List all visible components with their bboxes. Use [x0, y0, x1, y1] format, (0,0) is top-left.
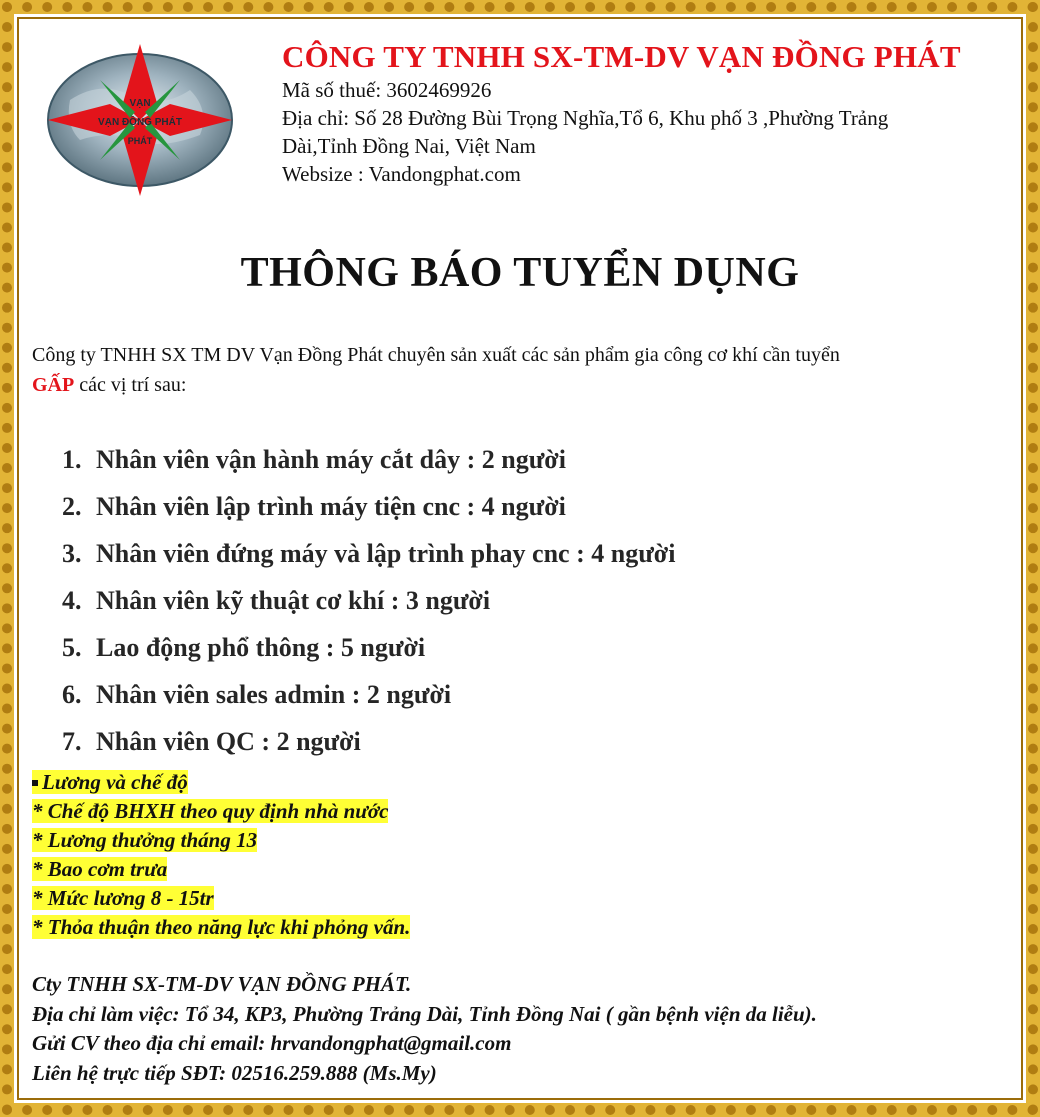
intro-text-after: các vị trí sau:	[74, 374, 187, 396]
position-label: Nhân viên sales admin : 2 người	[96, 680, 452, 709]
position-number: 7.	[62, 727, 82, 756]
position-number: 2.	[62, 492, 82, 521]
phone-line: Liên hệ trực tiếp SĐT: 02516.259.888 (Ms.My)	[32, 1060, 437, 1085]
position-label: Lao động phổ thông : 5 người	[96, 633, 426, 662]
company-address-line-2: Dài,Tỉnh Đồng Nai, Việt Nam	[282, 134, 536, 158]
logo-text-middle: VẠN ĐỒNG PHÁT	[98, 117, 182, 128]
job-position	[62, 530, 982, 577]
work-address: Địa chỉ làm việc: Tổ 34, KP3, Phường Trảng Dài, Tỉnh Đồng Nai ( gần bệnh viện da liễu).	[32, 1001, 817, 1026]
company-info	[282, 38, 1002, 188]
position-number: 5.	[62, 633, 82, 662]
position-label: Nhân viên đứng máy và lập trình phay cnc : 4 người	[96, 539, 676, 568]
benefits-section	[32, 768, 992, 942]
email-line: Gửi CV theo địa chỉ email: hrvandongphat@gmail.com	[32, 1031, 512, 1055]
contact-footer	[32, 970, 1002, 1088]
job-position	[62, 436, 982, 483]
job-position	[62, 718, 982, 765]
job-positions-list	[62, 436, 982, 765]
company-address-line-1: Địa chỉ: Số 28 Đường Bùi Trọng Nghĩa,Tổ 6, Khu phố 3 ,Phường Trảng	[282, 106, 889, 130]
job-position	[62, 624, 982, 671]
benefit-item	[32, 826, 992, 855]
benefit-text: * Mức lương 8 - 15tr	[32, 886, 214, 910]
benefit-item	[32, 855, 992, 884]
square-bullet-icon	[32, 780, 38, 786]
benefit-text: * Chế độ BHXH theo quy định nhà nước	[32, 799, 389, 823]
benefit-item	[32, 797, 992, 826]
intro-paragraph	[32, 340, 992, 400]
position-label: Nhân viên lập trình máy tiện cnc : 4 người	[96, 492, 566, 521]
notice-content	[32, 30, 1008, 1087]
benefits-heading-text: Lương và chế độ	[42, 770, 188, 794]
position-number: 3.	[62, 539, 82, 568]
intro-text: Công ty TNHH SX TM DV Vạn Đồng Phát chuyên sản xuất các sản phẩm gia công cơ khí cần tuyển	[32, 344, 840, 366]
job-position	[62, 577, 982, 624]
urgent-label: GẤP	[32, 374, 75, 396]
job-position	[62, 671, 982, 718]
position-number: 6.	[62, 680, 82, 709]
benefit-text: * Thỏa thuận theo năng lực khi phỏng vấn.	[32, 915, 411, 939]
position-label: Nhân viên vận hành máy cắt dây : 2 người	[96, 445, 566, 474]
tax-code: Mã số thuế: 3602469926	[282, 78, 492, 102]
position-number: 1.	[62, 445, 82, 474]
job-position	[62, 483, 982, 530]
position-label: Nhân viên kỹ thuật cơ khí : 3 người	[96, 586, 491, 615]
benefit-item	[32, 913, 992, 942]
company-logo	[40, 40, 240, 200]
company-header	[32, 30, 1008, 200]
notice-title: THÔNG BÁO TUYỂN DỤNG	[240, 250, 800, 296]
benefit-item	[32, 884, 992, 913]
company-name: CÔNG TY TNHH SX-TM-DV VẠN ĐỒNG PHÁT	[282, 39, 961, 74]
position-number: 4.	[62, 586, 82, 615]
benefits-heading	[32, 768, 992, 797]
logo-text-bottom: PHÁT	[127, 136, 153, 146]
logo-text-top: VẠN	[129, 98, 151, 109]
position-label: Nhân viên QC : 2 người	[96, 727, 361, 756]
benefit-text: * Lương thưởng tháng 13	[32, 828, 258, 852]
company-website: Websize : Vandongphat.com	[282, 162, 521, 186]
benefit-text: * Bao cơm trưa	[32, 857, 168, 881]
footer-company: Cty TNHH SX-TM-DV VẠN ĐỒNG PHÁT.	[32, 972, 412, 996]
